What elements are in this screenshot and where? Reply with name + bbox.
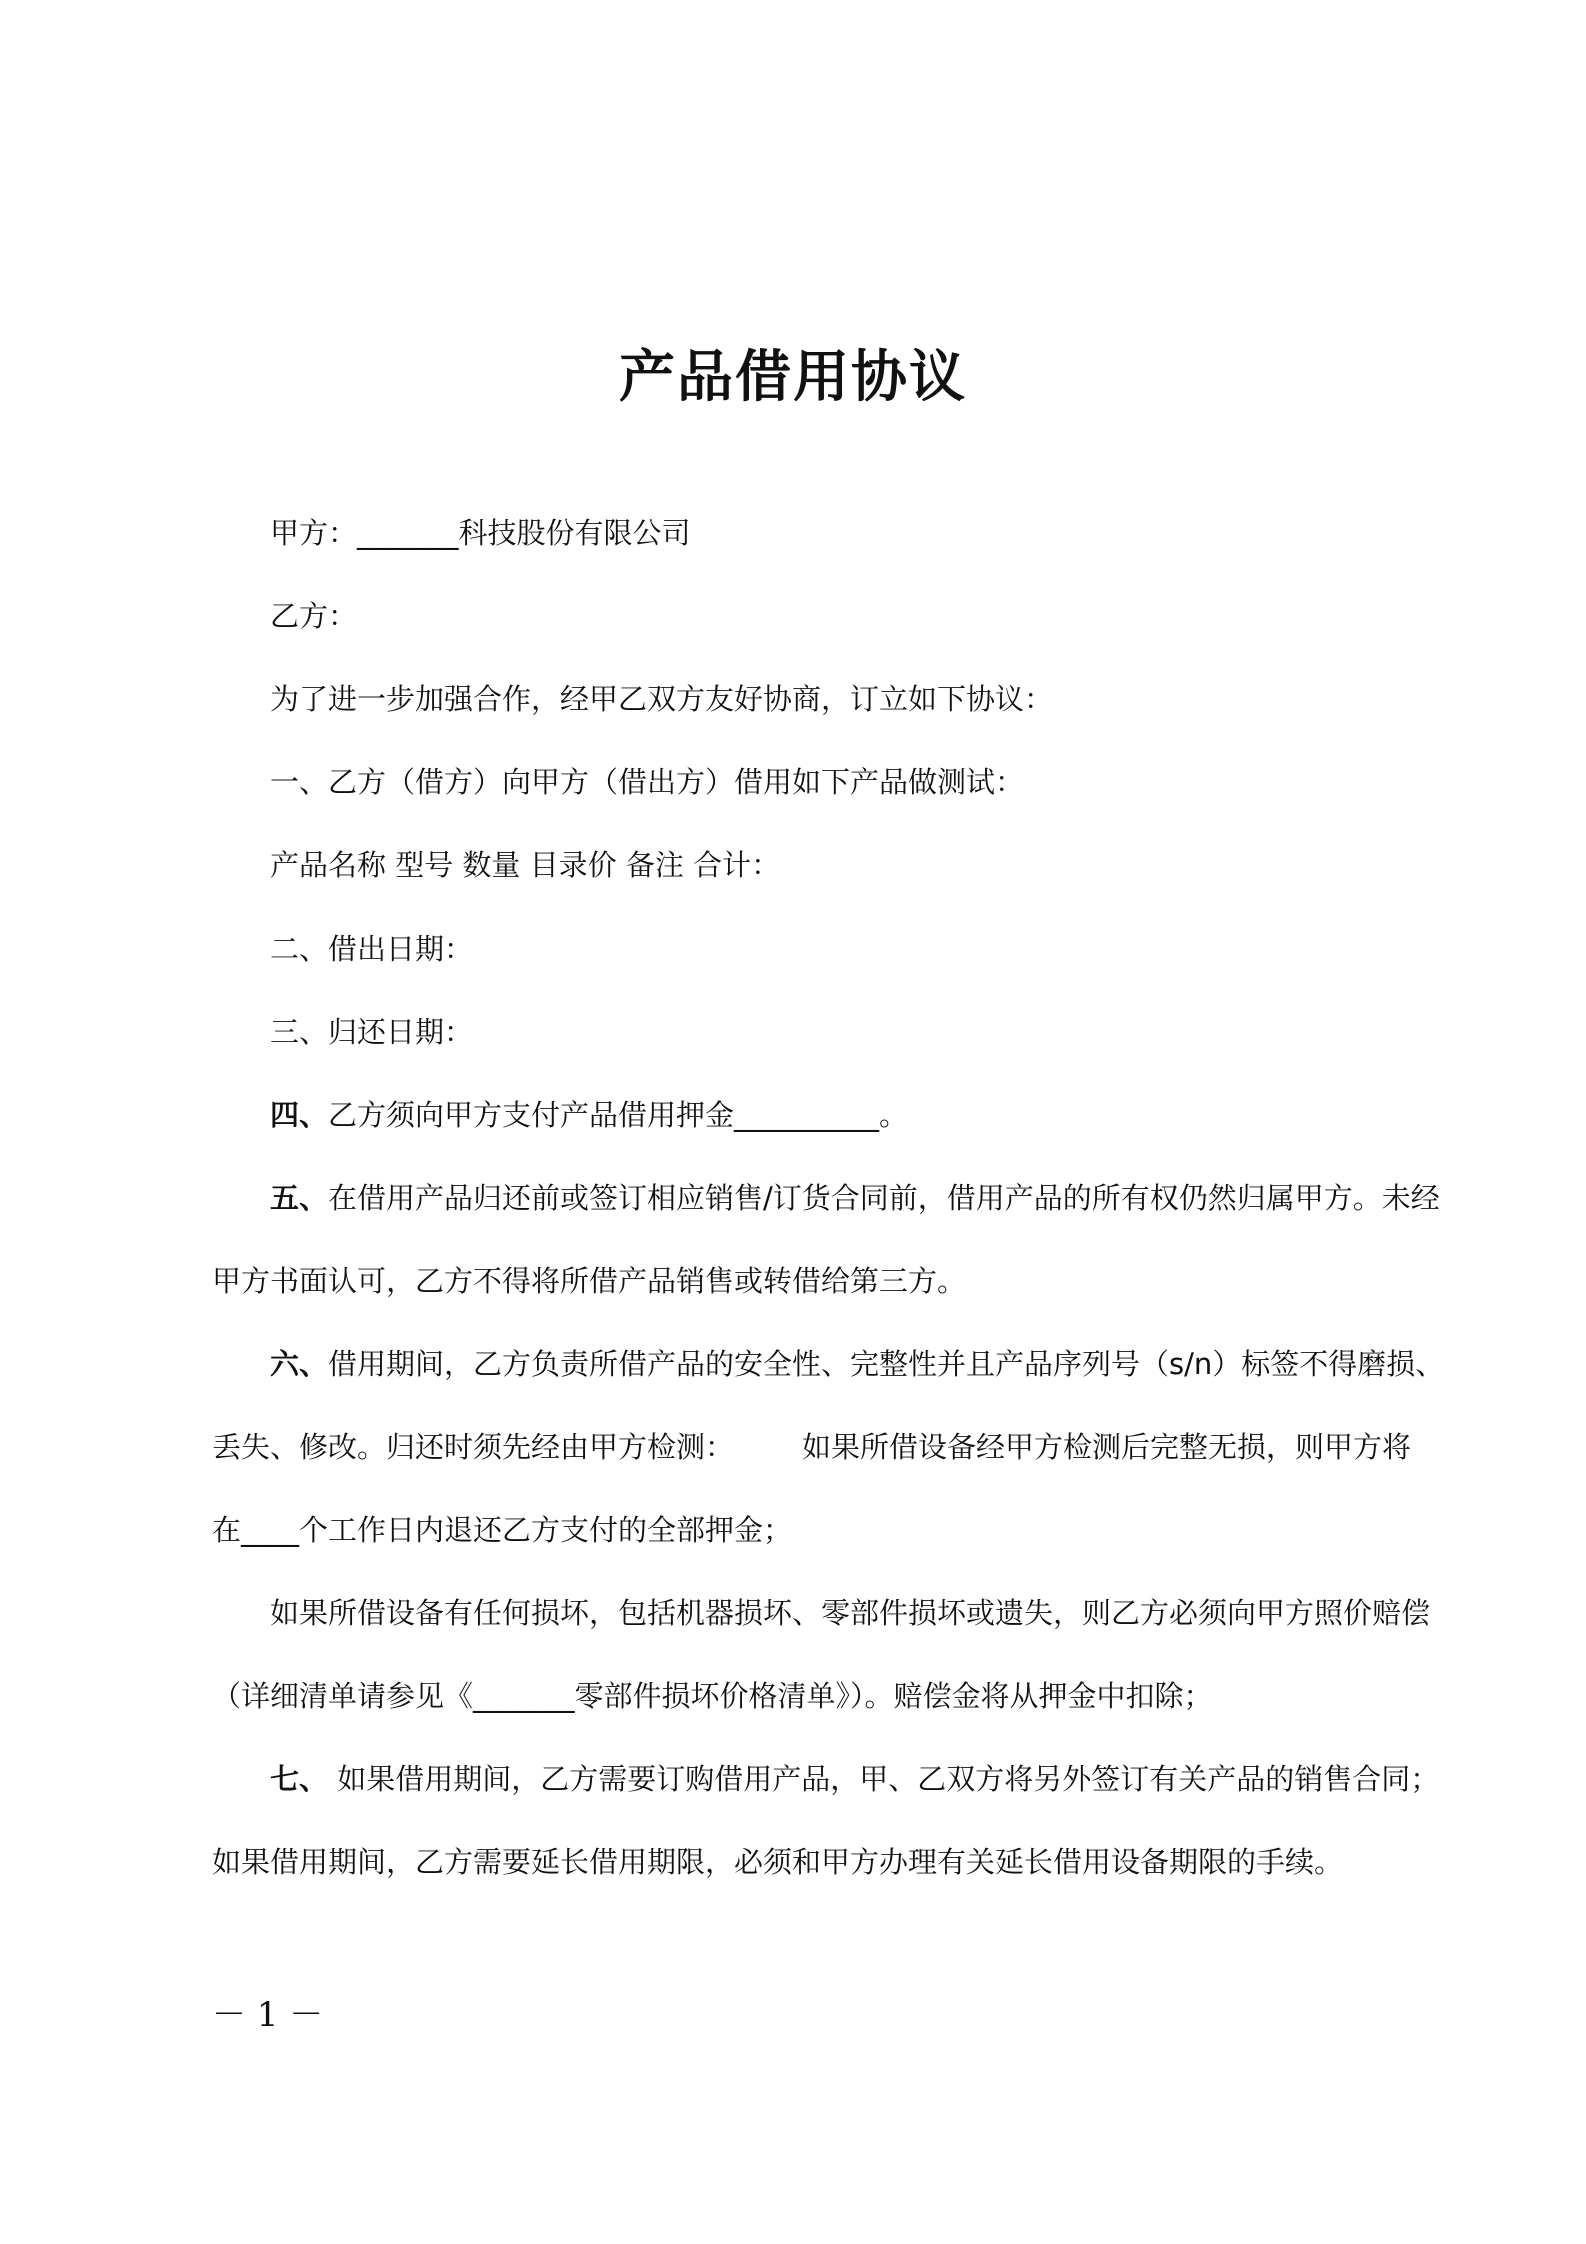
document-title: 产品借用协议 — [619, 345, 967, 410]
clause-1: 一、乙方（借方）向甲方（借出方）借用如下产品做测试： — [270, 765, 1025, 799]
clause-5-text: 在借用产品归还前或签订相应销售/订货合同前，借用产品的所有权仍然归属甲方。未经 — [328, 1181, 1440, 1215]
party-b-line: 乙方： — [270, 599, 358, 633]
clause-4-number: 四、 — [270, 1098, 329, 1132]
clause-7-line-1 — [270, 1758, 1439, 1800]
clause-7-number: 七、 — [270, 1762, 329, 1796]
page-number: － 1 － — [212, 1995, 324, 2035]
clause-4-text: 乙方须向甲方支付产品借用押金__________。 — [328, 1098, 909, 1132]
product-fields-line: 产品名称 型号 数量 目录价 备注 合计： — [270, 848, 781, 882]
preamble-line: 为了进一步加强合作，经甲乙双方友好协商，订立如下协议： — [270, 682, 1054, 716]
clause-5-line-1 — [270, 1177, 1440, 1219]
clause-7-line-2: 如果借用期间，乙方需要延长借用期限，必须和甲方办理有关延长借用设备期限的手续。 — [212, 1845, 1344, 1879]
clause-3: 三、归还日期： — [270, 1015, 474, 1049]
clause-6-line-3: 在____个工作日内退还乙方支付的全部押金； — [212, 1513, 793, 1547]
clause-4 — [270, 1094, 908, 1136]
clause-6-line-2-part-b: 如果所借设备经甲方检测后完整无损，则甲方将 — [802, 1430, 1412, 1464]
clause-5-number: 五、 — [270, 1181, 329, 1215]
clause-7-text: 如果借用期间，乙方需要订购借用产品，甲、乙双方将另外签订有关产品的销售合同； — [328, 1762, 1440, 1796]
clause-6-line-5: （详细清单请参见《_______零部件损坏价格清单》）。赔偿金将从押金中扣除； — [212, 1679, 1213, 1713]
clause-6-line-2 — [212, 1426, 1411, 1468]
clause-6-text: 借用期间，乙方负责所借产品的安全性、完整性并且产品序列号（s/n）标签不得磨损、 — [328, 1347, 1445, 1381]
clause-5-line-2: 甲方书面认可，乙方不得将所借产品销售或转借给第三方。 — [212, 1264, 967, 1298]
clause-6-line-1 — [270, 1343, 1444, 1385]
clause-6-line-2-part-a: 丢失、修改。归还时须先经由甲方检测： — [212, 1430, 735, 1464]
clause-6-line-4: 如果所借设备有任何损坏，包括机器损坏、零部件损坏或遗失，则乙方必须向甲方照价赔偿 — [270, 1596, 1431, 1630]
clause-6-number: 六、 — [270, 1347, 329, 1381]
party-a-line: 甲方：_______科技股份有限公司 — [270, 516, 691, 550]
clause-2: 二、借出日期： — [270, 932, 474, 966]
